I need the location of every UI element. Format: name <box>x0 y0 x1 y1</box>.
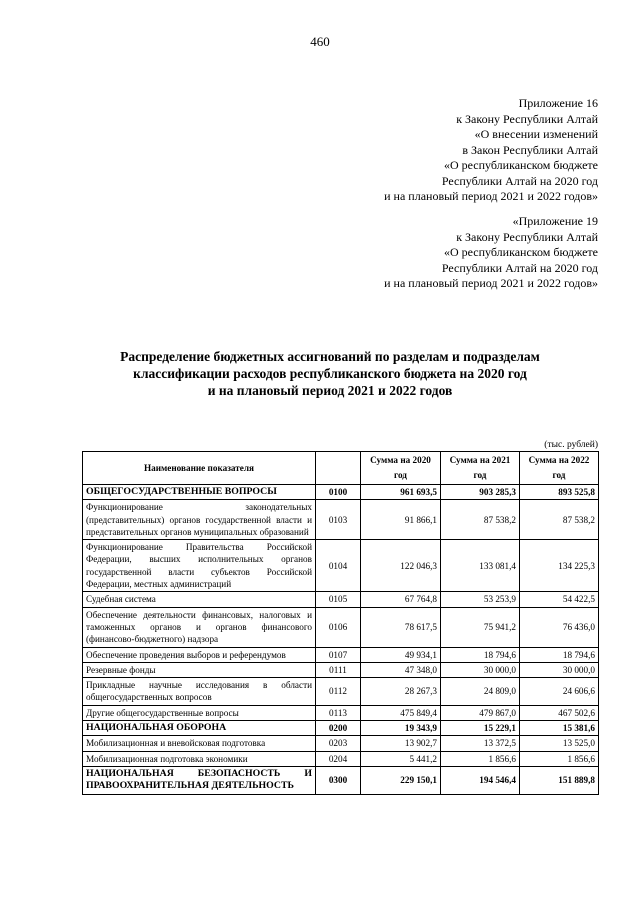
appendix-line: «О республиканском бюджете <box>443 158 598 172</box>
header-name: Наименование показателя <box>83 452 316 485</box>
appendix-line: к Закону Республики Алтай <box>456 229 598 244</box>
header-code <box>316 452 361 485</box>
header-2021: Сумма на 2021 год <box>441 452 520 485</box>
row-2020: 19 343,9 <box>361 721 441 736</box>
row-2020: 229 150,1 <box>361 766 441 794</box>
row-name: Резервные фонды <box>83 662 316 677</box>
row-name: Обеспечение проведения выборов и референдумов <box>83 647 316 662</box>
row-2020: 28 267,3 <box>361 678 441 706</box>
row-name: ОБЩЕГОСУДАРСТВЕННЫЕ ВОПРОСЫ <box>83 485 316 500</box>
row-2021: 194 546,4 <box>441 766 520 794</box>
appendix-line: в Закон Республики Алтай <box>462 142 598 157</box>
row-name: Мобилизационная подготовка экономики <box>83 751 316 766</box>
budget-table <box>82 451 599 795</box>
row-2022: 76 436,0 <box>520 607 599 647</box>
header-2020: Сумма на 2020 год <box>361 452 441 485</box>
appendix-line: к Закону Республики Алтай <box>456 111 598 126</box>
row-2021: 24 809,0 <box>441 678 520 706</box>
row-name: Мобилизационная и вневойсковая подготовка <box>83 736 316 751</box>
row-code: 0107 <box>316 647 361 662</box>
table-row <box>83 540 599 592</box>
page-number: 460 <box>310 34 330 49</box>
row-2022: 18 794,6 <box>520 647 599 662</box>
row-name: Другие общегосударственные вопросы <box>83 705 316 720</box>
row-code: 0204 <box>316 751 361 766</box>
table-row <box>83 751 599 766</box>
row-name: Судебная система <box>83 592 316 607</box>
appendix-line: и на плановый период 2021 и 2022 годов» <box>384 276 598 290</box>
title-line: классификации расходов республиканского бюджета на 2020 год <box>133 366 527 381</box>
appendix-line: «О республиканском бюджете <box>443 245 598 259</box>
row-2022: 151 889,8 <box>520 766 599 794</box>
row-2022: 467 502,6 <box>520 705 599 720</box>
row-2022: 54 422,5 <box>520 592 599 607</box>
row-code: 0104 <box>316 540 361 592</box>
row-name: НАЦИОНАЛЬНАЯ БЕЗОПАСНОСТЬ И ПРАВООХРАНИТЕЛЬНАЯ ДЕЯТЕЛЬНОСТЬ <box>83 766 316 794</box>
table-row <box>83 592 599 607</box>
row-code: 0111 <box>316 662 361 677</box>
row-name: Функционирование Правительства Российской Федерации, высших исполнительных органов государственной власти субъектов Российской Федерации, местных администраций <box>83 540 316 592</box>
row-name: НАЦИОНАЛЬНАЯ ОБОРОНА <box>83 721 316 736</box>
table-row <box>83 736 599 751</box>
row-2020: 49 934,1 <box>361 647 441 662</box>
row-2021: 1 856,6 <box>441 751 520 766</box>
row-code: 0203 <box>316 736 361 751</box>
appendix-line: Республики Алтай на 2020 год <box>441 173 598 188</box>
row-code: 0100 <box>316 485 361 500</box>
row-2022: 24 606,6 <box>520 678 599 706</box>
row-2021: 15 229,1 <box>441 721 520 736</box>
appendix-line: Республики Алтай на 2020 год <box>441 260 598 275</box>
row-2022: 13 525,0 <box>520 736 599 751</box>
appendix-line: Приложение 16 <box>518 96 598 110</box>
row-code: 0112 <box>316 678 361 706</box>
appendix-line: «О внесении изменений <box>474 127 598 141</box>
table-row <box>83 500 599 540</box>
header-2022: Сумма на 2022 год <box>520 452 599 485</box>
table-row <box>83 607 599 647</box>
row-2020: 13 902,7 <box>361 736 441 751</box>
appendix-19-reference <box>384 214 598 292</box>
row-2021: 87 538,2 <box>441 500 520 540</box>
row-name: Функционирование законодательных (представительных) органов государственной власти и представительных органов муниципальных образований <box>83 500 316 540</box>
table-row <box>83 705 599 720</box>
title-line: и на плановый период 2021 и 2022 годов <box>207 383 453 398</box>
table-row <box>83 766 599 794</box>
table-row <box>83 662 599 677</box>
row-2021: 18 794,6 <box>441 647 520 662</box>
table-row <box>83 678 599 706</box>
row-2022: 87 538,2 <box>520 500 599 540</box>
row-2021: 30 000,0 <box>441 662 520 677</box>
row-2021: 53 253,9 <box>441 592 520 607</box>
row-name: Обеспечение деятельности финансовых, налоговых и таможенных органов и органов финансового (финансово-бюджетного) надзора <box>83 607 316 647</box>
row-2020: 961 693,5 <box>361 485 441 500</box>
row-2021: 903 285,3 <box>441 485 520 500</box>
table-header-row <box>83 452 599 485</box>
row-2020: 67 764,8 <box>361 592 441 607</box>
appendix-line: «Приложение 19 <box>512 214 598 228</box>
row-2021: 479 867,0 <box>441 705 520 720</box>
row-code: 0113 <box>316 705 361 720</box>
row-code: 0106 <box>316 607 361 647</box>
row-code: 0200 <box>316 721 361 736</box>
title-line: Распределение бюджетных ассигнований по разделам и подразделам <box>120 349 540 364</box>
units-label: (тыс. рублей) <box>544 440 598 450</box>
row-2022: 893 525,8 <box>520 485 599 500</box>
row-2020: 122 046,3 <box>361 540 441 592</box>
table-row <box>83 647 599 662</box>
row-2022: 30 000,0 <box>520 662 599 677</box>
table-row <box>83 721 599 736</box>
row-2022: 1 856,6 <box>520 751 599 766</box>
row-2021: 75 941,2 <box>441 607 520 647</box>
document-title <box>60 348 600 399</box>
row-2020: 475 849,4 <box>361 705 441 720</box>
row-2022: 15 381,6 <box>520 721 599 736</box>
row-code: 0300 <box>316 766 361 794</box>
row-name: Прикладные научные исследования в области общегосударственных вопросов <box>83 678 316 706</box>
row-code: 0105 <box>316 592 361 607</box>
table-row <box>83 485 599 500</box>
row-code: 0103 <box>316 500 361 540</box>
row-2022: 134 225,3 <box>520 540 599 592</box>
row-2020: 5 441,2 <box>361 751 441 766</box>
row-2020: 78 617,5 <box>361 607 441 647</box>
appendix-line: и на плановый период 2021 и 2022 годов» <box>384 189 598 203</box>
row-2021: 133 081,4 <box>441 540 520 592</box>
appendix-16-reference <box>384 96 598 205</box>
row-2020: 47 348,0 <box>361 662 441 677</box>
row-2020: 91 866,1 <box>361 500 441 540</box>
row-2021: 13 372,5 <box>441 736 520 751</box>
